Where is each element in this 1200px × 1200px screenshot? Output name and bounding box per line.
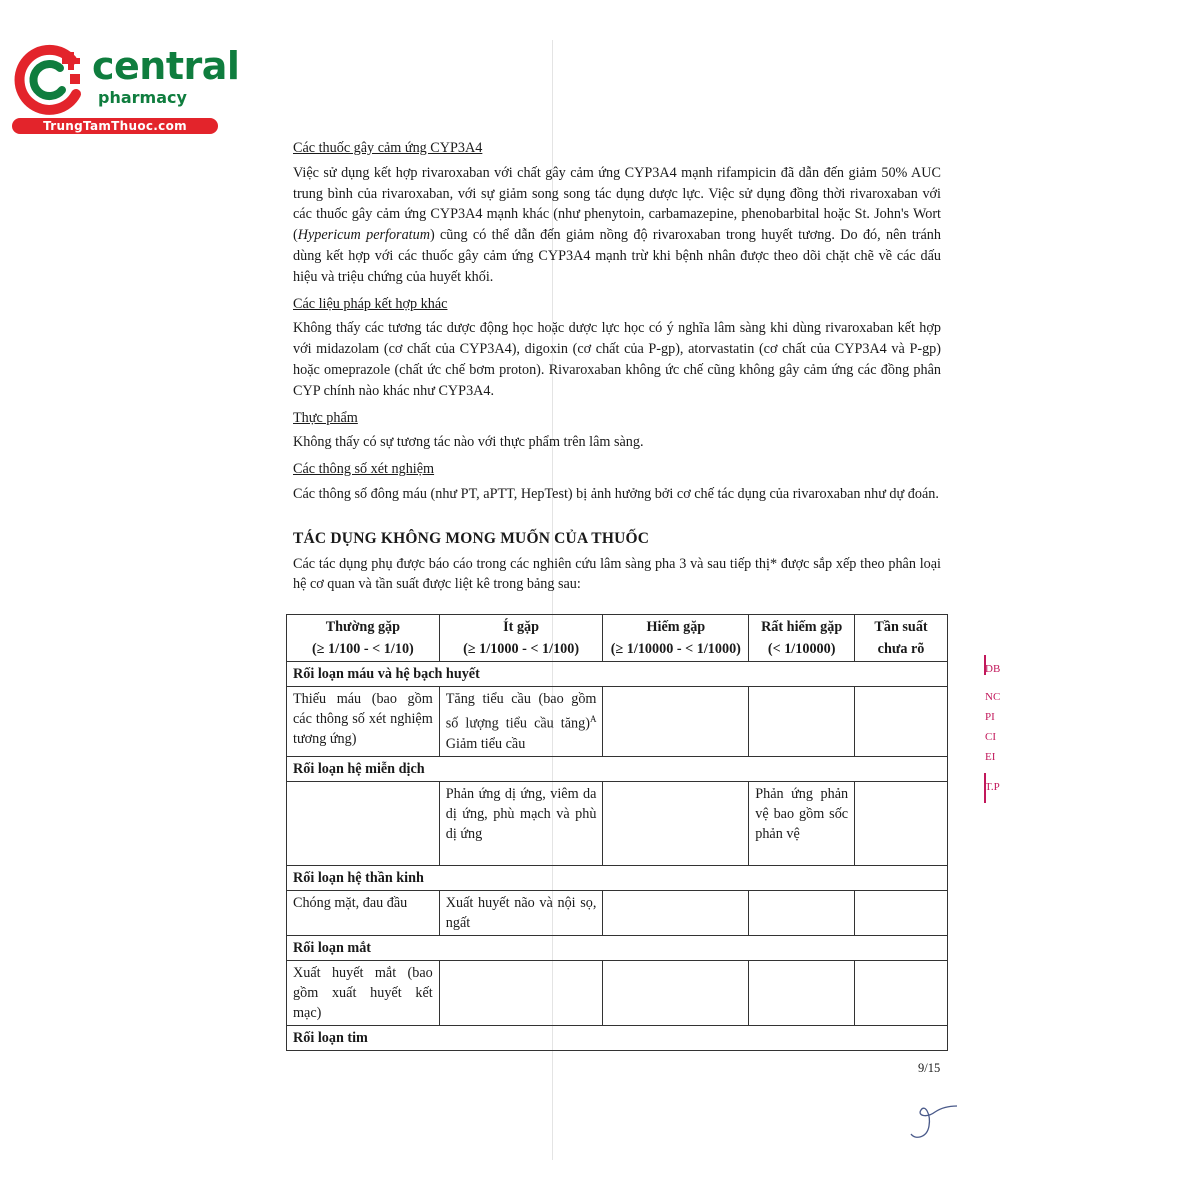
table-cell xyxy=(603,890,749,935)
table-group-row: Rối loạn tim xyxy=(287,1025,948,1050)
column-header: Rất hiếm gặp (< 1/10000) xyxy=(749,615,855,662)
adverse-effects-table xyxy=(286,614,948,1051)
table-cell xyxy=(855,890,948,935)
table-row xyxy=(287,781,948,865)
table-cell: Xuất huyết mắt (bao gồm xuất huyết kết mạc) xyxy=(287,960,440,1025)
table-cell xyxy=(603,687,749,757)
section-text-cyp3a4-inducers: Việc sử dụng kết hợp rivaroxaban với chất gây cảm ứng CYP3A4 mạnh rifampicin đã dẫn đến giảm 50% AUC trung bình của rivaroxaban, với sự giảm song song tác dụng dược lực. Việc sử dụng đồng thời rivaroxaban với các thuốc gây cảm ứng CYP3A4 mạnh khác (như phenytoin, carbamazepine, phenobarbital hoặc St. John's Wort (Hypericum perforatum) cũng có thể dẫn đến giảm nồng độ rivaroxaban trong huyết tương. Do đó, nên tránh dùng kết hợp với các thuốc gây cảm ứng CYP3A4 mạnh trừ khi bệnh nhân được theo dõi chặt chẽ về các dấu hiệu và triệu chứng của huyết khối. xyxy=(293,164,941,285)
table-row xyxy=(287,960,948,1025)
table-cell xyxy=(603,781,749,865)
table-cell xyxy=(855,781,948,865)
brand-website-bar: TrungTamThuoc.com xyxy=(12,118,218,134)
section-text-lab-parameters: Các thông số đông máu (như PT, aPTT, HepTest) bị ảnh hưởng bởi cơ chế tác dụng của rivaroxaban như dự đoán. xyxy=(293,485,939,502)
section-title-food: Thực phẩm xyxy=(293,409,358,426)
table-group-row: Rối loạn máu và hệ bạch huyết xyxy=(287,662,948,687)
adverse-effects-intro: Các tác dụng phụ được báo cáo trong các nghiên cứu lâm sàng pha 3 và sau tiếp thị* được sắp xếp theo phân loại hệ cơ quan và tần suất được liệt kê trong bảng sau: xyxy=(293,555,941,593)
table-cell: Tăng tiểu cầu (bao gồm số lượng tiểu cầu tăng)$^A$ Giảm tiểu cầu xyxy=(439,687,603,757)
section-title-lab-parameters: Các thông số xét nghiệm xyxy=(293,461,435,478)
section-title-other-therapies: Các liệu pháp kết hợp khác xyxy=(293,295,448,312)
table-group-row: Rối loạn mắt xyxy=(287,935,948,960)
table-cell: Phản ứng dị ứng, viêm da dị ứng, phù mạch và phù dị ứng xyxy=(439,781,603,865)
brand-name: central xyxy=(92,44,240,88)
table-header-row xyxy=(287,615,948,662)
table-cell xyxy=(287,781,440,865)
table-cell xyxy=(749,890,855,935)
column-header: Ít gặp (≥ 1/1000 - < 1/100) xyxy=(439,615,603,662)
central-pharmacy-logo xyxy=(10,38,240,138)
table-cell xyxy=(439,960,603,1025)
column-header: Thường gặp (≥ 1/100 - < 1/10) xyxy=(287,615,440,662)
adverse-effects-heading: TÁC DỤNG KHÔNG MONG MUỐN CỦA THUỐC xyxy=(293,529,650,547)
table-cell xyxy=(749,687,855,757)
page-number: 9/15 xyxy=(918,1061,941,1075)
table-row xyxy=(287,687,948,757)
section-title-cyp3a4-inducers: Các thuốc gây cảm ứng CYP3A4 xyxy=(293,140,483,156)
table-cell xyxy=(603,960,749,1025)
table-cell xyxy=(855,960,948,1025)
signature-mark xyxy=(905,1098,965,1143)
table-cell: Chóng mặt, đau đầu xyxy=(287,890,440,935)
italic-species-name: Hypericum perforatum xyxy=(297,227,430,244)
table-cell: Thiếu máu (bao gồm các thông số xét nghiệm tương ứng) xyxy=(287,687,440,757)
table-group-row: Rối loạn hệ miễn dịch xyxy=(287,756,948,781)
footnote-marker: A xyxy=(589,714,597,724)
table-cell: Phản ứng phản vệ bao gồm sốc phản vệ xyxy=(749,781,855,865)
table-row xyxy=(287,890,948,935)
column-header: Hiếm gặp (≥ 1/10000 - < 1/1000) xyxy=(603,615,749,662)
document-body xyxy=(293,138,941,595)
brand-subtitle: pharmacy xyxy=(98,88,187,107)
stamp-fragment: DB NC PI CI EI T.P xyxy=(978,655,1000,805)
column-header: Tần suất chưa rõ xyxy=(855,615,948,662)
table-cell xyxy=(855,687,948,757)
pharmacy-cross-logo-icon xyxy=(10,38,90,118)
table-cell xyxy=(749,960,855,1025)
table-cell: Xuất huyết não và nội sọ, ngất xyxy=(439,890,603,935)
section-text-food: Không thấy có sự tương tác nào với thực phẩm trên lâm sàng. xyxy=(293,434,644,451)
section-text-other-therapies: Không thấy các tương tác dược động học hoặc dược lực học có ý nghĩa lâm sàng khi dùng rivaroxaban kết hợp với midazolam (cơ chất của CYP3A4), digoxin (cơ chất của P-gp), atorvastatin (cơ chất của CYP3A4 và P-gp) hoặc omeprazole (chất ức chế bơm proton). Rivaroxaban không ức chế cũng không gây cảm ứng các đồng phân CYP chính nào khác như CYP3A4. xyxy=(293,320,941,399)
table-group-row: Rối loạn hệ thần kinh xyxy=(287,865,948,890)
